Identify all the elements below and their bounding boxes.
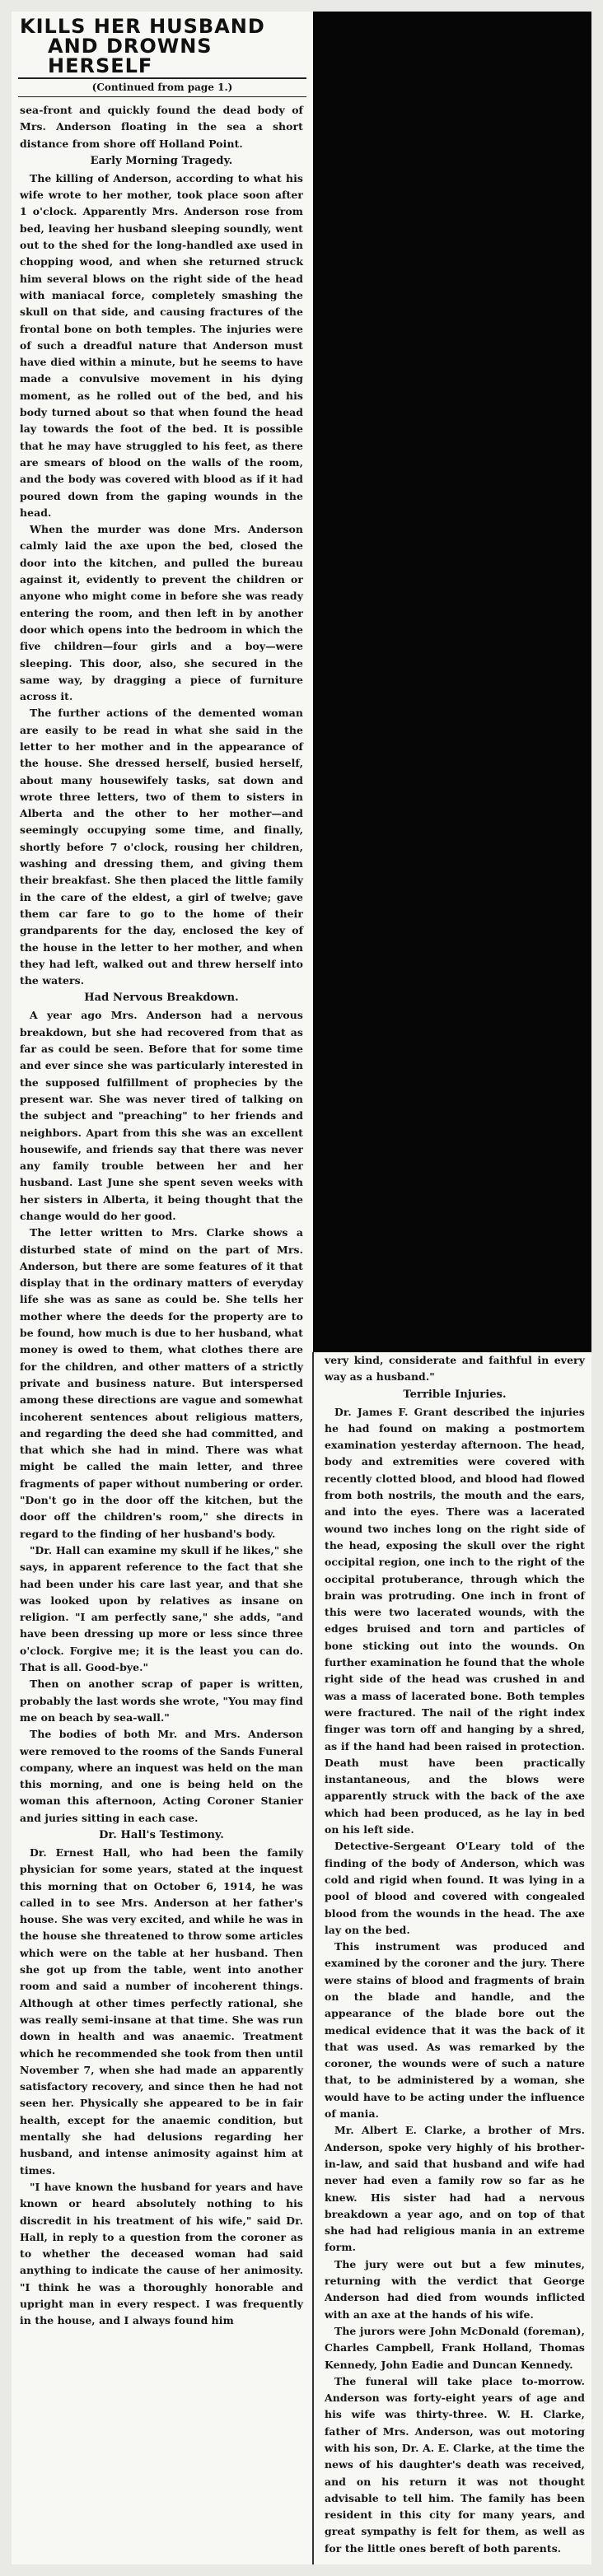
- paragraph: This instrument was produced and examined by the coroner and the jury. There were stains of blood and fragments of brain on the blade and handle, and the appearance of the blade bore out the medical evidence that it was the back of it that was used. As was remarked by the coroner, the wounds were of such a nature that, to be administered by a woman, she would have to be acting under the influence of mania.: [325, 1940, 585, 2121]
- subheading: Had Nervous Breakdown.: [84, 992, 239, 1005]
- paragraph: very kind, considerate and faithful in every way as a husband.": [325, 1354, 585, 1384]
- paragraph: The killing of Anderson, according to what his wife wrote to her mother, took place soon after 1 o'clock. Apparently Mrs. Anderson rose from bed, leaving her husband sleeping soundly, went out to the shed for the long-handled axe used in chopping wood, and when she returned struck him several blows on the right side of the head with maniacal force, completely smashing the skull on that side, and causing fractures of the frontal bone on both temples. The injuries were of such a dreadful nature that Anderson must have died within a minute, but he seems to have made a convulsive movement in his dying moment, as he rolled out of the bed, and his body turned about so that when found the head lay towards the foot of the bed. It is possible that he may have struggled to his feet, as there are smears of blood on the walls of the room, and the body was covered with blood as if it had poured down from the gaping wounds in the head.: [20, 171, 303, 519]
- paragraph: When the murder was done Mrs. Anderson calmly laid the axe upon the bed, closed the door into the kitchen, and pulled the bureau against it, evidently to prevent the children or anyone who might come in before she was ready entering the room, and then left in by another door which opens into the bedroom in which the five children—four girls and a boy—were sleeping. This door, also, she secured in the same way, by dragging a piece of furniture across it.: [20, 523, 303, 703]
- headline-line-2: AND DROWNS HERSELF: [48, 35, 213, 77]
- redacted-block: [313, 12, 591, 1352]
- paragraph: The jurors were John McDonald (foreman), Charles Campbell, Frank Holland, Thomas Kennedy, John Eadie and Duncan Kennedy.: [325, 2324, 585, 2371]
- column-right: [313, 1352, 591, 2557]
- paragraph: Dr. James F. Grant described the injuries he had found on making a postmortem examination yesterday afternoon. The head, body and extremities were covered with recently clotted blood, and blood had flowed from both nostrils, the mouth and the ears, and into the eyes. There was a lacerated wound two inches long on the right side of the head, exposing the skull over the right occipital region, one inch to the right of the occipital protuberance, through which the brain was protruding. One inch in front of this were two lacerated wounds, with the edges bruised and torn and particles of bone sticking out into the wounds. On further examination he found that the whole right side of the head was crushed in and was a mass of lacerated bone. Both temples were fractured. The nail of the right index finger was torn off and hanging by a shred, as if the hand had been raised in protection. Death must have been practically instantaneous, and the blows were apparently struck with the back of the axe which had been produced, as he lay in bed on his left side.: [325, 1405, 585, 1836]
- paragraph: The bodies of both Mr. and Mrs. Anderson were removed to the rooms of the Sands Funeral company, where an inquest was held on the man this morning, and one is being held on the woman this afternoon, Acting Coroner Stanier and juries sitting in each case.: [20, 1728, 303, 1824]
- paragraph: The funeral will take place to-morrow. Anderson was forty-eight years of age and his wife was thirty-three. W. H. Clarke, father of Mrs. Anderson, was out motoring with his son, Dr. A. E. Clarke, at the time the news of his daughter's death was received, and on his return it was not thought advisable to tell him. The family has been resident in this city for many years, and great sympathy is felt for them, as well as for the little ones bereft of both parents.: [325, 2374, 585, 2555]
- paragraph: The jury were out but a few minutes, returning with the verdict that George Anderson had died from wounds inflicted with an axe at the hands of his wife.: [325, 2257, 585, 2321]
- headline-line-1: KILLS HER HUSBAND: [20, 15, 265, 38]
- column-left: [12, 12, 313, 2330]
- article-body-right: [313, 1352, 591, 2557]
- newspaper-page: [12, 12, 591, 2564]
- paragraph: sea-front and quickly found the dead body of Mrs. Anderson floating in the sea a short distance from shore off Holland Point.: [20, 104, 303, 150]
- headline: [12, 12, 313, 77]
- subheading: Terrible Injuries.: [403, 1388, 507, 1401]
- paragraph: The further actions of the demented woman are easily to be read in what she said in the letter to her mother and in the appearance of the house. She dressed herself, busied herself, about many housewifely tasks, sat down and wrote three letters, two of them to sisters in Alberta and the other to her mother—and seemingly occupying some time, and finally, shortly before 7 o'clock, rousing her children, washing and dressing them, and giving them their breakfast. She then placed the little family in the care of the eldest, a girl of twelve; gave them car fare to go to the home of their grandparents for the day, enclosed the key of the house in the letter to her mother, and when they had left, walked out and threw herself into the waters.: [20, 707, 303, 987]
- paragraph: "I have known the husband for years and have known or heard absolutely nothing to his discredit in his treatment of his wife," said Dr. Hall, in reply to a question from the coroner as to whether the deceased woman had said anything to indicate the cause of her animosity. "I think he was a thoroughly honorable and upright man in every respect. I was frequently in the house, and I always found him: [20, 2180, 303, 2327]
- subheading: Dr. Hall's Testimony.: [99, 1828, 224, 1841]
- paragraph: A year ago Mrs. Anderson had a nervous breakdown, but she had recovered from that as far as could be seen. Before that for some time and ever since she was particularly interested in the supposed fulfillment of prophecies by the present war. She was never tired of talking on the subject and "preaching" to her friends and neighbors. Apart from this she was an excellent housewife, and friends say that there was never any family trouble between her and her husband. Last June she spent seven weeks with her sisters in Alberta, it being thought that the change would do her good.: [20, 1009, 303, 1222]
- paragraph: The letter written to Mrs. Clarke shows a disturbed state of mind on the part of Mrs. Anderson, but there are some features of it that display that in the ordinary matters of everyday life she was as sane as could be. She tells her mother where the deeds for the property are to be found, how much is due to her husband, what money is owed to them, what clothes there are for the children, and other matters of a strictly private and business nature. But interspersed among these directions are vague and somewhat incoherent sentences about religious matters, and regarding the deed she had committed, and that which she had in mind. There was what might be called the main letter, and three fragments of paper without numbering or order. "Don't go in the door off the kitchen, but the door off the children's room," she directs in regard to the finding of her husband's body.: [20, 1226, 303, 1540]
- paragraph: Detective-Sergeant O'Leary told of the finding of the body of Anderson, which was cold and rigid when found. It was lying in a pool of blood and covered with congealed blood from the wounds in the head. The axe lay on the bed.: [325, 1840, 585, 1936]
- continued-note: (Continued from page 1.): [18, 77, 306, 97]
- paragraph: Dr. Ernest Hall, who had been the family physician for some years, stated at the inquest this morning that on October 6, 1914, he was called in to see Mrs. Anderson at her father's house. She was very excited, and while he was in the house she threatened to throw some articles which were on the table at her husband. Then she got up from the table, went into another room and said a number of incoherent things. Although at other times perfectly rational, she was really semi-insane at that time. She was run down in health and was anaemic. Treatment which he recommended she took from then until November 7, when she had made an apparently satisfactory recovery, and since then he had not seen her. Physically she appeared to be in fair health, except for the anaemic condition, but mentally she had delusions regarding her husband, and intense animosity against him at times.: [20, 1846, 303, 2177]
- paragraph: "Dr. Hall can examine my skull if he likes," she says, in apparent reference to the fact that she had been under his care last year, and that she was looked upon by relatives as insane on religion. "I am perfectly sane," she adds, "and have been dressing up more or less since three o'clock. Forgive me; it is the least you can do. That is all. Good-bye.": [20, 1543, 303, 1674]
- article-body-left: [12, 102, 313, 2330]
- paragraph: Then on another scrap of paper is written, probably the last words she wrote, "You may find me on beach by sea-wall.": [20, 1678, 303, 1724]
- paragraph: Mr. Albert E. Clarke, a brother of Mrs. Anderson, spoke very highly of his brother-in-law, and said that husband and wife had never had even a family row so far as he knew. His sister had had a nervous breakdown a year ago, and on top of that she had had religious mania in an extreme form.: [325, 2124, 585, 2254]
- subheading: Early Morning Tragedy.: [90, 154, 233, 167]
